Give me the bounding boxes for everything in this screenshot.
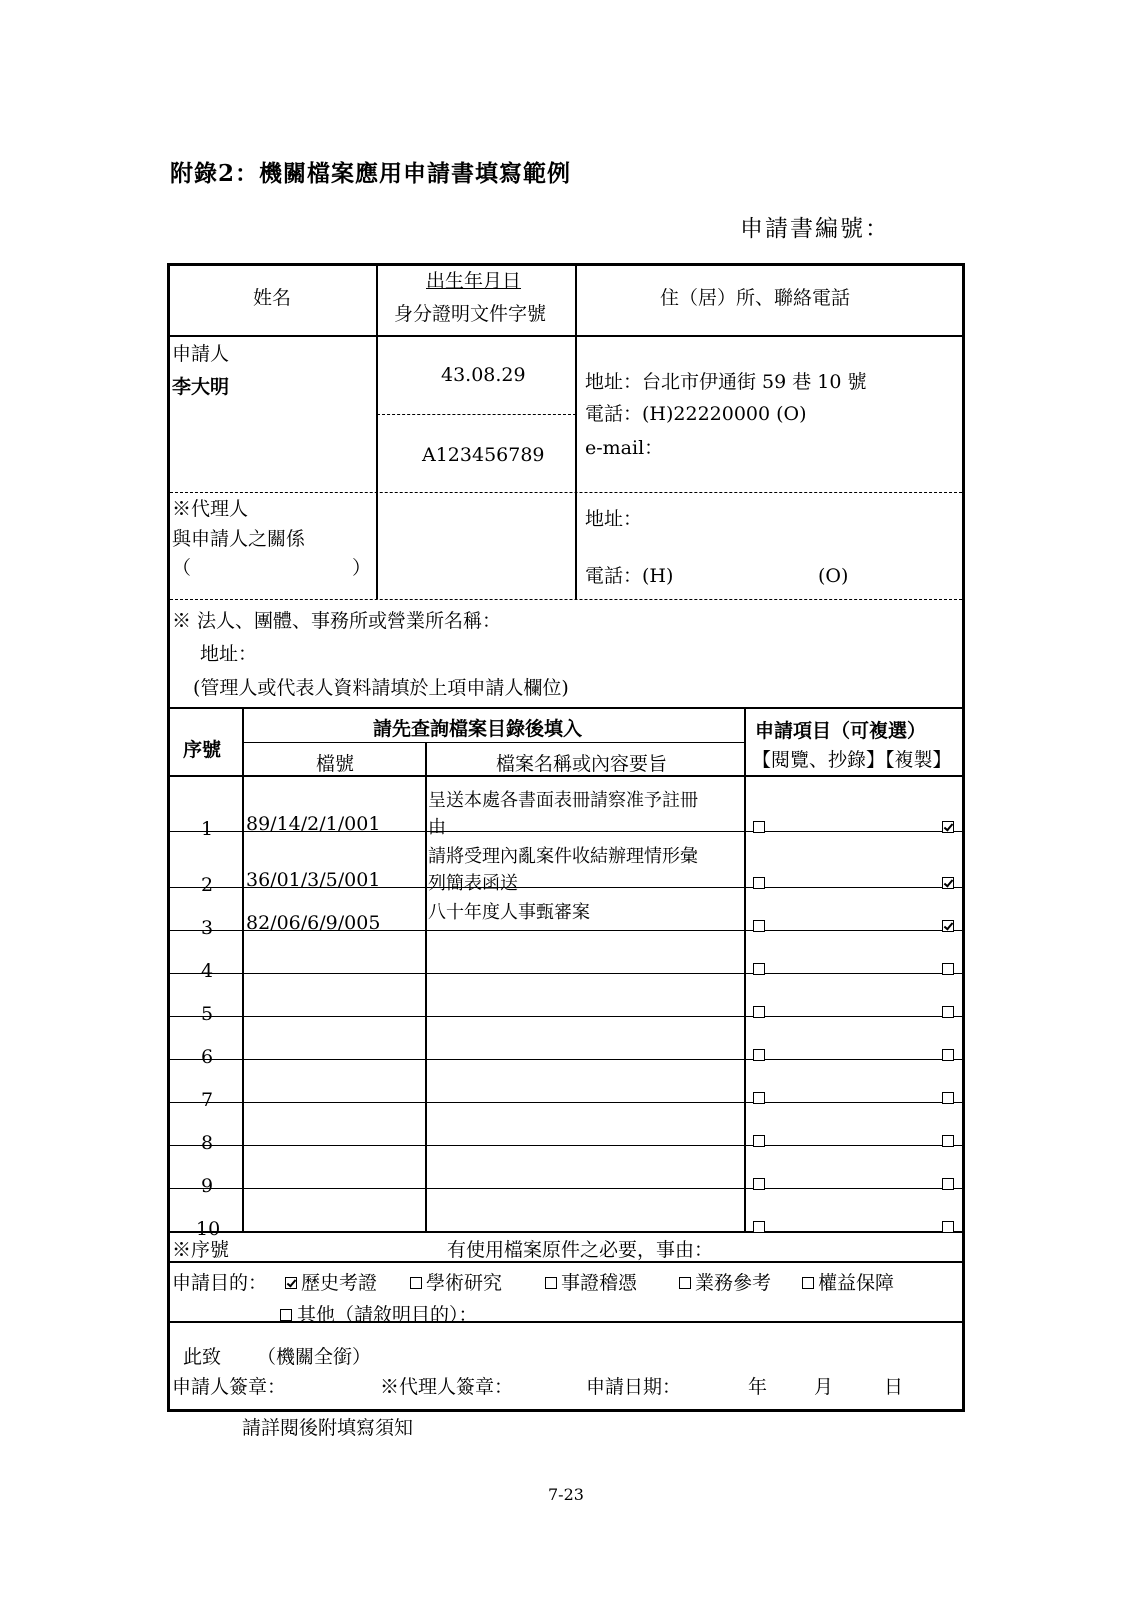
query-header: 請先查詢檔案目錄後填入 <box>373 718 583 740</box>
corporate-note: (管理人或代表人資料請填於上項申請人欄位) <box>193 677 569 699</box>
document-title: 附錄2：機關檔案應用申請書填寫範例 <box>170 160 572 187</box>
purpose-option-checkbox[interactable] <box>802 1277 814 1289</box>
seq-header: 序號 <box>183 739 222 761</box>
to-label: 此致 <box>183 1346 222 1368</box>
purpose-option-label[interactable]: 事證稽憑 <box>561 1272 638 1294</box>
corporate-name[interactable]: ※ 法人、團體、事務所或營業所名稱： <box>172 610 502 632</box>
row-copy-checkbox[interactable] <box>942 1178 954 1190</box>
agent-phone-home[interactable]: 電話：(H) <box>585 565 674 587</box>
row-file-name-line1[interactable]: 請將受理內亂案件收結辦理情形彙 <box>428 846 698 867</box>
header-id-number: 身分證明文件字號 <box>394 303 547 325</box>
header-address-phone: 住（居）所、聯絡電話 <box>660 287 851 309</box>
row-seq: 8 <box>201 1132 214 1154</box>
row-copy-checkbox[interactable] <box>942 1006 954 1018</box>
file-no-header: 檔號 <box>316 753 355 775</box>
purpose-option-label[interactable]: 權益保障 <box>818 1272 895 1294</box>
row-file-name-line2[interactable]: 由 <box>428 817 446 838</box>
row-view-checkbox[interactable] <box>753 1135 765 1147</box>
purpose-option-checkbox[interactable] <box>545 1277 557 1289</box>
corporate-address[interactable]: 地址： <box>200 643 258 665</box>
header-birth-date: 出生年月日 <box>426 270 522 292</box>
application-date-label: 申請日期： <box>586 1376 682 1398</box>
application-number-label: 申請書編號： <box>740 216 890 242</box>
row-view-checkbox[interactable] <box>753 920 765 932</box>
agent-relation-label: 與申請人之關係 <box>172 528 306 550</box>
purpose-option-label[interactable]: 學術研究 <box>426 1272 503 1294</box>
date-year[interactable]: 年 <box>748 1376 768 1398</box>
applicant-signature[interactable]: 申請人簽章： <box>172 1376 287 1398</box>
purpose-other-checkbox[interactable] <box>280 1309 292 1321</box>
row-seq: 7 <box>201 1089 214 1111</box>
row-view-checkbox[interactable] <box>753 1092 765 1104</box>
agent-signature[interactable]: ※代理人簽章： <box>380 1376 514 1398</box>
row-view-checkbox[interactable] <box>753 1049 765 1061</box>
row-copy-checkbox[interactable] <box>942 877 954 889</box>
purpose-label: 申請目的： <box>172 1272 268 1294</box>
row-seq: 1 <box>201 818 214 840</box>
row-copy-checkbox[interactable] <box>942 1221 954 1233</box>
agent-relation-open: （ <box>172 557 192 579</box>
row-seq: 9 <box>201 1175 214 1197</box>
agent-relation-close: ） <box>352 557 372 579</box>
items-sub-header: 【閱覽、抄錄】【複製】 <box>752 749 952 771</box>
applicant-phone[interactable]: 電話：(H)22220000 (O) <box>585 403 807 425</box>
instructions-note: 請詳閱後附填寫須知 <box>242 1417 414 1439</box>
original-reason-label[interactable]: 有使用檔案原件之必要，事由： <box>447 1239 714 1261</box>
row-copy-checkbox[interactable] <box>942 920 954 932</box>
row-copy-checkbox[interactable] <box>942 1049 954 1061</box>
purpose-option-label[interactable]: 業務參考 <box>695 1272 772 1294</box>
row-seq: 5 <box>201 1003 214 1025</box>
purpose-option-checkbox[interactable] <box>410 1277 422 1289</box>
row-file-number[interactable]: 89/14/2/1/001 <box>246 813 381 835</box>
purpose-option-label[interactable]: 歷史考證 <box>301 1272 378 1294</box>
applicant-label: 申請人 <box>172 343 230 365</box>
purpose-option-checkbox[interactable] <box>285 1277 297 1289</box>
row-view-checkbox[interactable] <box>753 1221 765 1233</box>
row-file-name-line1[interactable]: 呈送本處各書面表冊請察准予註冊 <box>428 790 698 811</box>
agency-label: （機關全銜） <box>257 1346 372 1368</box>
row-seq: 3 <box>201 917 214 939</box>
items-header: 申請項目（可複選） <box>755 720 927 742</box>
row-copy-checkbox[interactable] <box>942 963 954 975</box>
row-view-checkbox[interactable] <box>753 963 765 975</box>
row-copy-checkbox[interactable] <box>942 821 954 833</box>
purpose-other-label[interactable]: 其他（請敘明目的）： <box>297 1304 478 1326</box>
original-seq-label: ※序號 <box>172 1239 230 1261</box>
row-seq: 2 <box>201 874 214 896</box>
header-name: 姓名 <box>253 287 292 309</box>
row-view-checkbox[interactable] <box>753 1178 765 1190</box>
row-file-name-line2[interactable]: 列簡表函送 <box>428 873 518 894</box>
row-view-checkbox[interactable] <box>753 821 765 833</box>
row-view-checkbox[interactable] <box>753 1006 765 1018</box>
row-seq: 4 <box>201 960 214 982</box>
applicant-address[interactable]: 地址：台北市伊通街 59 巷 10 號 <box>585 371 867 393</box>
row-seq: 10 <box>196 1218 221 1240</box>
applicant-id-number[interactable]: A123456789 <box>422 444 545 466</box>
agent-address[interactable]: 地址： <box>585 508 643 530</box>
agent-phone-office[interactable]: (O) <box>818 565 849 587</box>
row-view-checkbox[interactable] <box>753 877 765 889</box>
applicant-email[interactable]: e-mail： <box>585 437 664 459</box>
agent-label: ※代理人 <box>172 498 249 520</box>
row-file-name-line1[interactable]: 八十年度人事甄審案 <box>428 902 590 923</box>
purpose-option-checkbox[interactable] <box>679 1277 691 1289</box>
applicant-birth-date[interactable]: 43.08.29 <box>441 364 526 386</box>
row-copy-checkbox[interactable] <box>942 1092 954 1104</box>
row-file-number[interactable]: 82/06/6/9/005 <box>246 912 381 934</box>
row-seq: 6 <box>201 1046 214 1068</box>
applicant-name[interactable]: 李大明 <box>172 376 230 398</box>
page-number: 7-23 <box>548 1485 584 1504</box>
date-day[interactable]: 日 <box>884 1376 904 1398</box>
row-copy-checkbox[interactable] <box>942 1135 954 1147</box>
file-name-header: 檔案名稱或內容要旨 <box>496 753 668 775</box>
row-file-number[interactable]: 36/01/3/5/001 <box>246 869 381 891</box>
date-month[interactable]: 月 <box>814 1376 834 1398</box>
